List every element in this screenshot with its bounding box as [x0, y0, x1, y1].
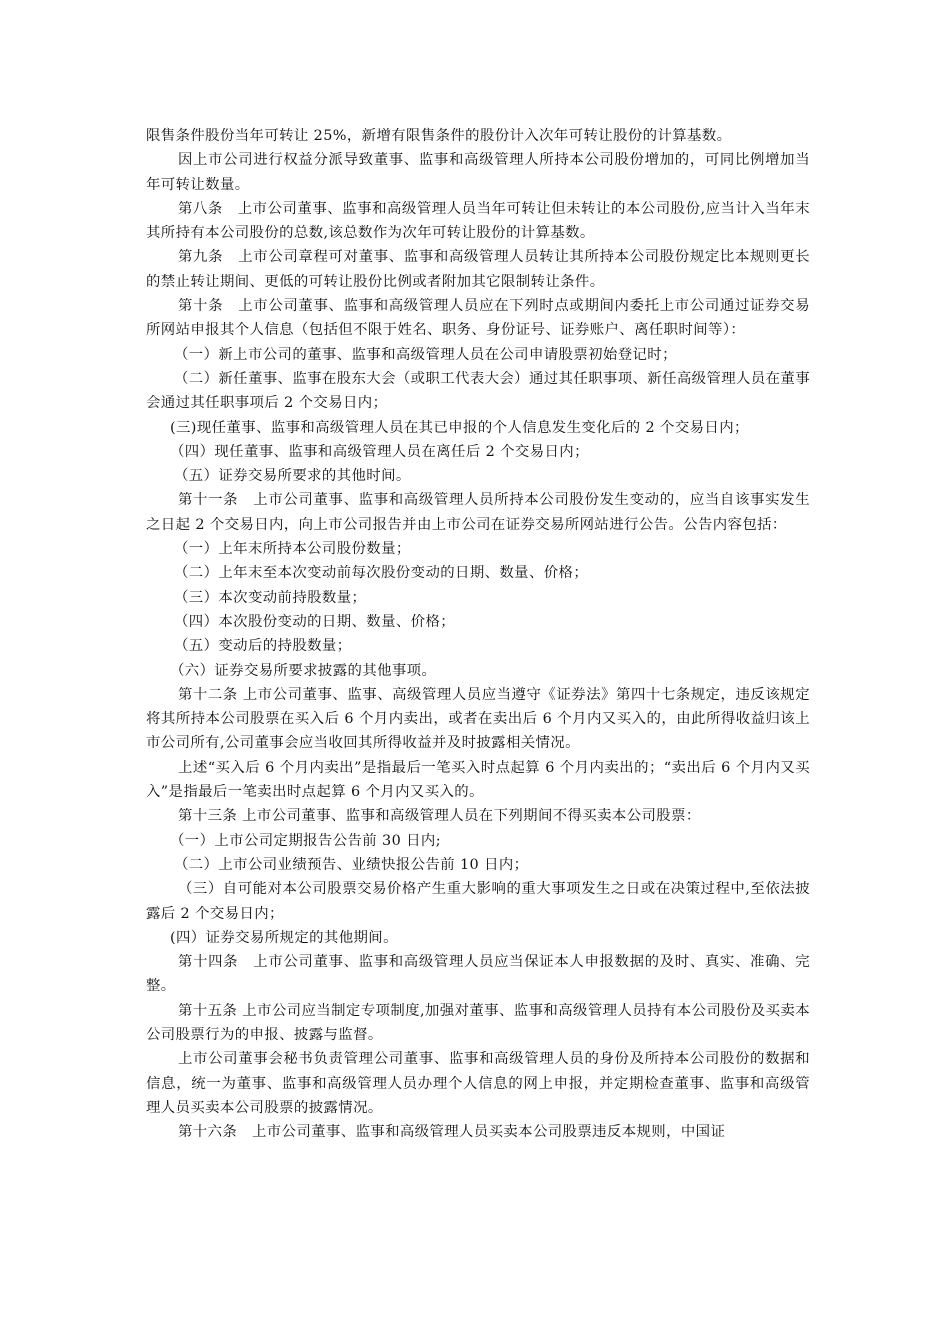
list-item: （二）新任董事、监事在股东大会（或职工代表大会）通过其任职事项、新任高级管理人员在董事会通过其任职事项后 2 个交易日内； [146, 370, 810, 412]
list-item: （一）新上市公司的董事、监事和高级管理人员在公司申请股票初始登记时； [174, 346, 677, 363]
list-item: （三）本次变动前持股数量； [174, 589, 367, 606]
article-8: 第八条 上市公司董事、监事和高级管理人员当年可转让但未转让的本公司股份,应当计入当年末其所持有本公司股份的总数,该总数作为次年可转让股份的计算基数。 [146, 200, 810, 242]
list-item: （一）上年末所持本公司股份数量； [174, 541, 411, 558]
list-item: （二）上年末至本次变动前每次股份变动的日期、数量、价格； [174, 565, 589, 582]
article-15: 第十五条 上市公司应当制定专项制度,加强对董事、监事和高级管理人员持有本公司股份及买卖本公司股票行为的申报、披露与监督。 [146, 1002, 810, 1043]
article-9: 第九条 上市公司章程可对董事、监事和高级管理人员转让其所持本公司股份规定比本规则更长的禁止转让期间、更低的可转让股份比例或者附加其它限制转让条件。 [146, 249, 810, 290]
paragraph: 因上市公司进行权益分派导致董事、监事和高级管理人所持本公司股份增加的，可同比例增加当年可转让数量。 [146, 152, 810, 193]
article-11: 第十一条 上市公司董事、监事和高级管理人员所持本公司股份发生变动的，应当自该事实发生之日起 2 个交易日内，向上市公司报告并由上市公司在证券交易所网站进行公告。公告内容包括： [146, 492, 810, 533]
list-item: （五）变动后的持股数量； [174, 638, 352, 655]
list-item: (四）证券交易所规定的其他期间。 [170, 929, 398, 946]
list-item: （五）证券交易所要求的其他时间。 [174, 468, 411, 485]
article-12: 第十二条 上市公司董事、监事、高级管理人员应当遵守《证券法》第四十七条规定，违反该规定将其所持本公司股票在买入后 6 个月内卖出，或者在卖出后 6 个月内又买入的，由此所得收益归该上市公司所有,公司董事会应当收回其所得收益并及时披露相关情况。 [146, 686, 810, 752]
list-item: （二）上市公司业绩预告、业绩快报公告前 10 日内； [174, 856, 529, 873]
article-10: 第十条 上市公司董事、监事和高级管理人员应在下列时点或期间内委托上市公司通过证券交易所网站申报其个人信息（包括但不限于姓名、职务、身份证号、证券账户、离任职时间等）： [146, 298, 810, 339]
list-item: （六）证券交易所要求披露的其他事项。 [170, 662, 437, 679]
paragraph: 上市公司董事会秘书负责管理公司董事、监事和高级管理人员的身份及所持本公司股份的数据和信息，统一为董事、监事和高级管理人员办理个人信息的网上申报，并定期检查董事、监事和高级管理人员买卖本公司股票的披露情况。 [146, 1051, 810, 1116]
article-16: 第十六条 上市公司董事、监事和高级管理人员买卖本公司股票违反本规则，中国证 [178, 1124, 726, 1141]
article-13: 第十三条 上市公司董事、监事和高级管理人员在下列期间不得买卖本公司股票： [178, 808, 701, 825]
article-14: 第十四条 上市公司董事、监事和高级管理人员应当保证本人申报数据的及时、真实、准确、完整。 [146, 954, 810, 995]
paragraph: 限售条件股份当年可转让 25%，新增有限售条件的股份计入次年可转让股份的计算基数。 [146, 128, 732, 144]
document-body [146, 124, 810, 1144]
list-item: （四）本次股份变动的日期、数量、价格； [174, 613, 456, 630]
list-item: （三）自可能对本公司股票交易价格产生重大影响的重大事项发生之日或在决策过程中,至依法披露后 2 个交易日内； [146, 881, 810, 922]
paragraph: 上述“买入后 6 个月内卖出”是指最后一笔买入时点起算 6 个月内卖出的；“卖出后 6 个月内又买入”是指最后一笔卖出时点起算 6 个月内又买入的。 [146, 759, 810, 801]
list-item: （一）上市公司定期报告公告前 30 日内; [170, 832, 441, 849]
list-item: （四）现任董事、监事和高级管理人员在离任后 2 个交易日内； [170, 443, 589, 460]
list-item: (三)现任董事、监事和高级管理人员在其已申报的个人信息发生变化后的 2 个交易日内； [170, 419, 749, 436]
